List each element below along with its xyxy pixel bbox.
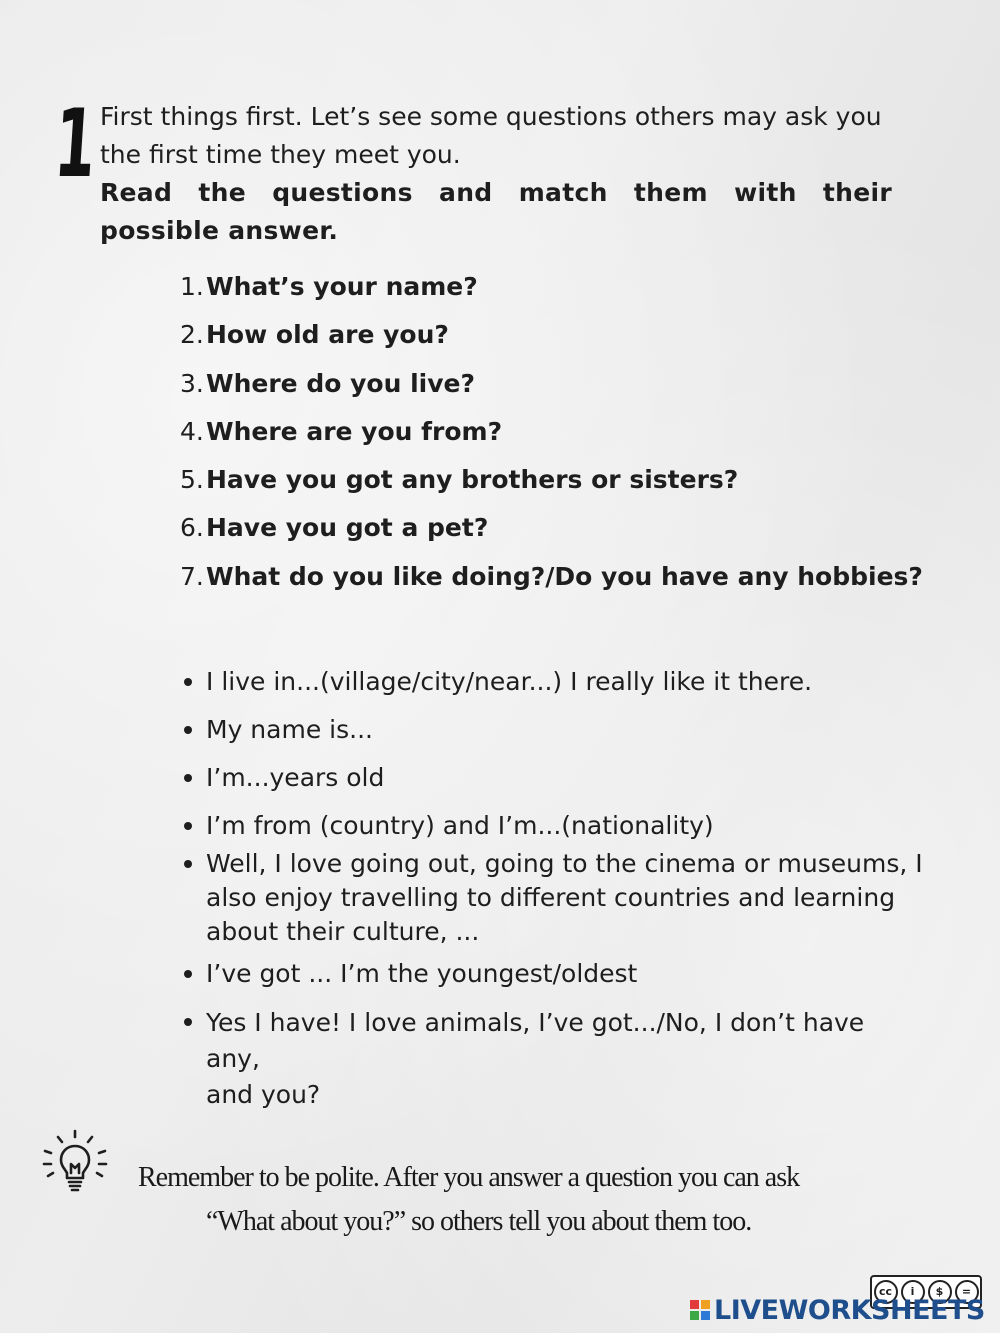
bullet-icon xyxy=(184,860,192,868)
answer-item: I live in...(village/city/near...) I really like it there. xyxy=(184,665,924,713)
question-text: Have you got any brothers or sisters? xyxy=(206,465,739,495)
answer-item: I’m...years old xyxy=(184,761,924,809)
question-text: Have you got a pet? xyxy=(206,513,489,543)
exercise-intro xyxy=(100,98,892,250)
question-item: 6.Have you got a pet? xyxy=(180,513,489,543)
lightbulb-icon xyxy=(40,1128,110,1200)
answer-item: Well, I love going out, going to the cinema or museums, I also enjoy travelling to different countries and learning about their culture, ... xyxy=(184,847,924,957)
answers-list xyxy=(184,665,924,1113)
answer-item: I’m from (country) and I’m...(nationality) xyxy=(184,809,924,847)
logo-text: LIVEWORKSHEETS xyxy=(714,1294,985,1326)
liveworksheets-logo[interactable] xyxy=(690,1293,985,1327)
question-item: 2.How old are you? xyxy=(180,320,449,350)
question-text: Where do you live? xyxy=(206,368,475,398)
bullet-icon xyxy=(184,1018,192,1026)
question-text: What do you like doing?/Do you have any hobbies? xyxy=(206,561,923,591)
exercise-number: 1 xyxy=(51,90,100,199)
question-text: Where are you from? xyxy=(206,416,503,446)
question-item: 4.Where are you from? xyxy=(180,416,503,446)
nc-icon: $ xyxy=(928,1280,952,1304)
questions-list xyxy=(180,268,923,606)
instruction-text: Read the questions and match them with their possible answer. xyxy=(100,178,892,245)
tip-text xyxy=(138,1156,898,1244)
question-text: What’s your name? xyxy=(206,272,478,301)
bullet-icon xyxy=(184,970,192,978)
bullet-icon xyxy=(184,774,192,782)
question-item: 7.What do you like doing?/Do you have any hobbies? xyxy=(180,561,923,591)
answer-item: I’ve got ... I’m the youngest/oldest xyxy=(184,957,924,1005)
cc-icon: cc xyxy=(874,1280,898,1304)
bullet-icon xyxy=(184,678,192,686)
by-icon: i xyxy=(901,1280,925,1304)
bullet-icon xyxy=(184,822,192,830)
answer-item: My name is... xyxy=(184,713,924,761)
question-text: How old are you? xyxy=(206,320,449,350)
question-item: 3.Where do you live? xyxy=(180,368,475,398)
tip-line-1: Remember to be polite. After you answer a question you can ask xyxy=(138,1162,800,1193)
question-item: 1.What’s your name? xyxy=(180,272,478,301)
nd-icon: = xyxy=(955,1280,979,1304)
question-item: 5.Have you got any brothers or sisters? xyxy=(180,465,739,495)
tip-line-2: “What about you?” so others tell you about them too. xyxy=(206,1206,752,1237)
bullet-icon xyxy=(184,726,192,734)
intro-text: First things first. Let’s see some questions others may ask you the first time they meet you. xyxy=(100,102,882,169)
answer-item: Yes I have! I love animals, I’ve got.../No, I don’t have any, and you? xyxy=(184,1005,924,1113)
logo-grid-icon xyxy=(690,1300,710,1320)
